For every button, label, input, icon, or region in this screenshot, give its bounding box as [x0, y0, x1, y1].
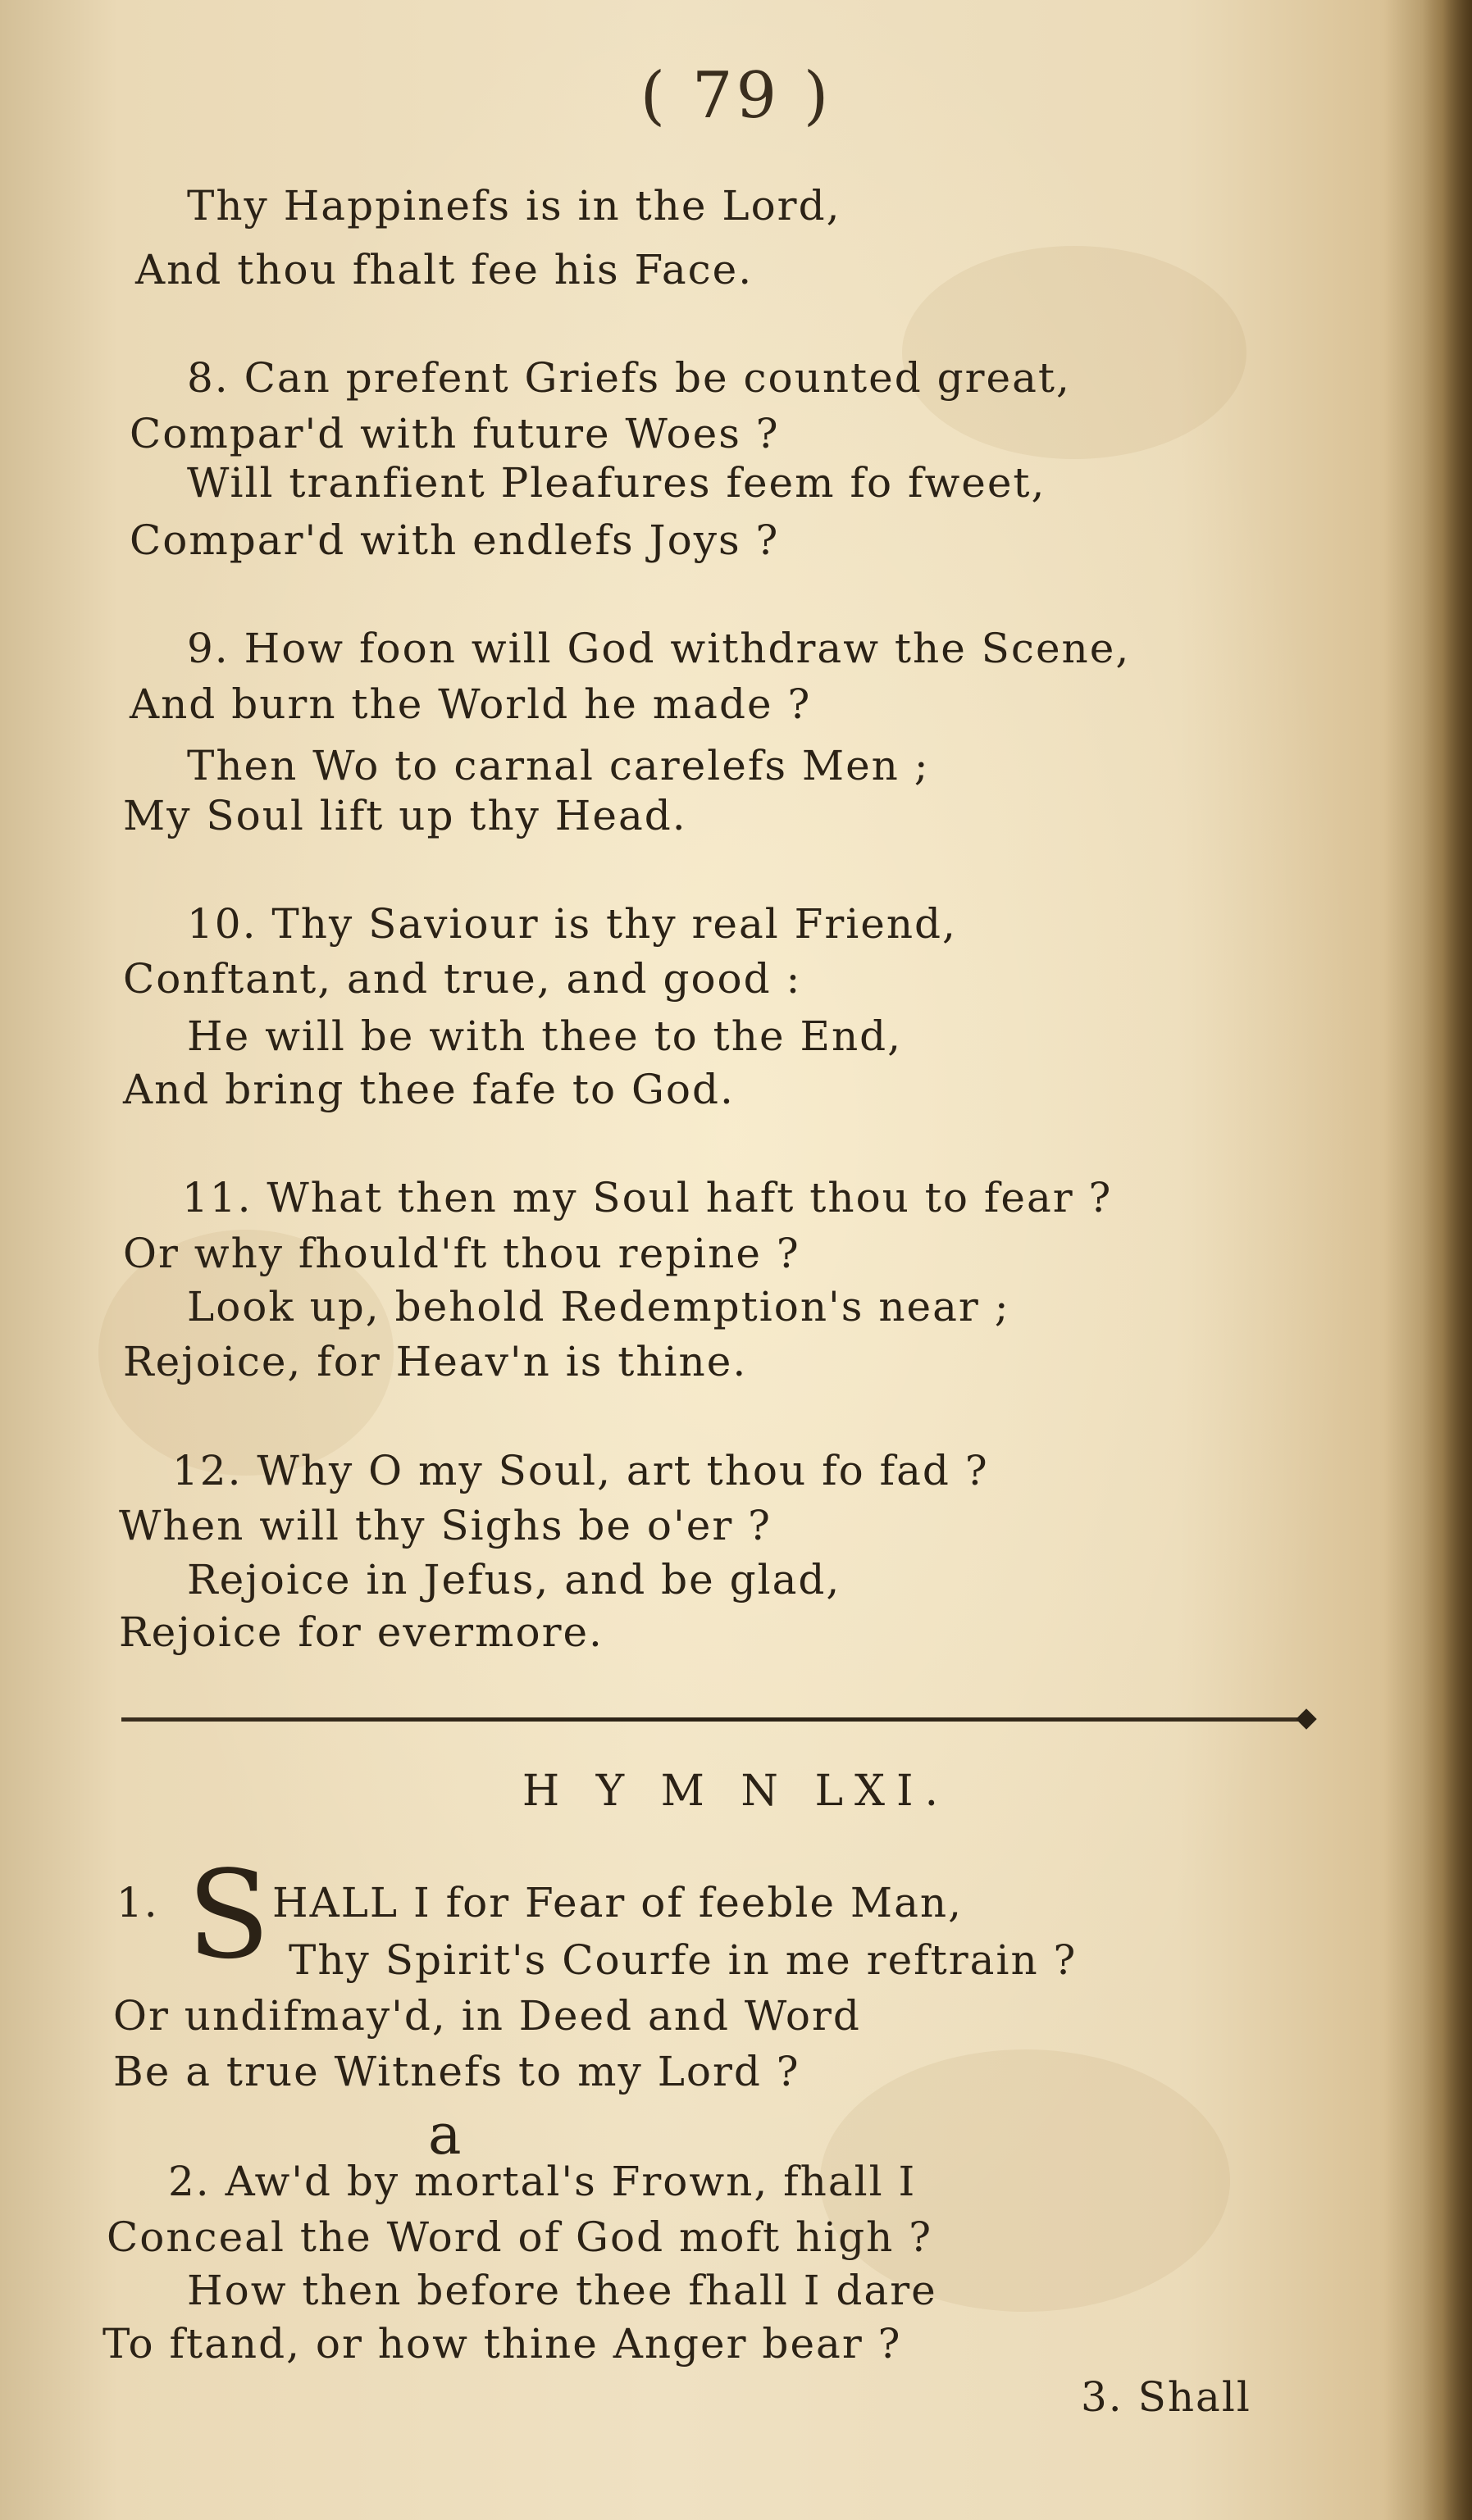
verse-line: Rejoice in Jefus, and be glad, [187, 1556, 841, 1603]
verse-line: Conceal the Word of God moft high ? [107, 2213, 933, 2261]
hymn-title: H Y M N LXI. [522, 1767, 950, 1816]
verse-line: HALL I for Fear of feeble Man, [272, 1879, 963, 1926]
verse-line: Thy Spirit's Courfe in me reftrain ? [289, 1936, 1078, 1984]
verse-line: My Soul lift up thy Head. [123, 792, 687, 839]
verse-line: Then Wo to carnal carelefs Men ; [187, 742, 930, 789]
divider-ornament [1296, 1708, 1316, 1729]
verse-line: Rejoice for evermore. [119, 1608, 604, 1656]
paper-stain [902, 246, 1246, 459]
verse-line: And burn the World he made ? [130, 680, 812, 728]
verse-line: Compar'd with future Woes ? [130, 410, 780, 457]
verse-line: Conftant, and true, and good : [123, 955, 802, 1003]
verse-line: How then before thee fhall I dare [187, 2267, 937, 2314]
page-number: ( 79 ) [640, 59, 832, 133]
verse-line: 8. Can prefent Griefs be counted great, [187, 354, 1071, 402]
drop-cap: S [187, 1845, 271, 1986]
section-divider [121, 1717, 1302, 1722]
verse-line: 10. Thy Saviour is thy real Friend, [187, 900, 957, 948]
verse-line: To ftand, or how thine Anger bear ? [103, 2320, 902, 2368]
verse-line: And thou fhalt fee his Face. [135, 246, 754, 293]
verse-line: Compar'd with endlefs Joys ? [130, 516, 780, 564]
verse-line: When will thy Sighs be o'er ? [119, 1502, 772, 1549]
verse-line: Thy Happinefs is in the Lord, [187, 182, 841, 230]
catchword: 3. Shall [1081, 2373, 1251, 2421]
verse-line: Or why fhould'ft thou repine ? [123, 1230, 800, 1277]
verse-line: Look up, behold Redemption's near ; [187, 1283, 1010, 1331]
verse-line: Or undifmay'd, in Deed and Word [113, 1992, 861, 2040]
verse-line: Be a true Witnefs to my Lord ? [113, 2048, 800, 2095]
verse-line: And bring thee fafe to God. [123, 1066, 735, 1113]
verse-line: Will tranfient Pleafures feem fo fweet, [187, 459, 1046, 507]
verse-line: Rejoice, for Heav'n is thine. [123, 1338, 748, 1385]
verse-number: 1. [116, 1879, 159, 1926]
verse-line: 11. What then my Soul haft thou to fear ? [182, 1174, 1113, 1221]
verse-line: 2. Aw'd by mortal's Frown, fhall I [168, 2158, 917, 2205]
handwritten-insertion: a [428, 2103, 462, 2167]
verse-line: 9. How foon will God withdraw the Scene, [187, 625, 1131, 672]
verse-line: 12. Why O my Soul, art thou fo fad ? [172, 1447, 989, 1494]
page-edge-shadow [1423, 0, 1472, 2520]
verse-line: He will be with thee to the End, [187, 1012, 903, 1060]
